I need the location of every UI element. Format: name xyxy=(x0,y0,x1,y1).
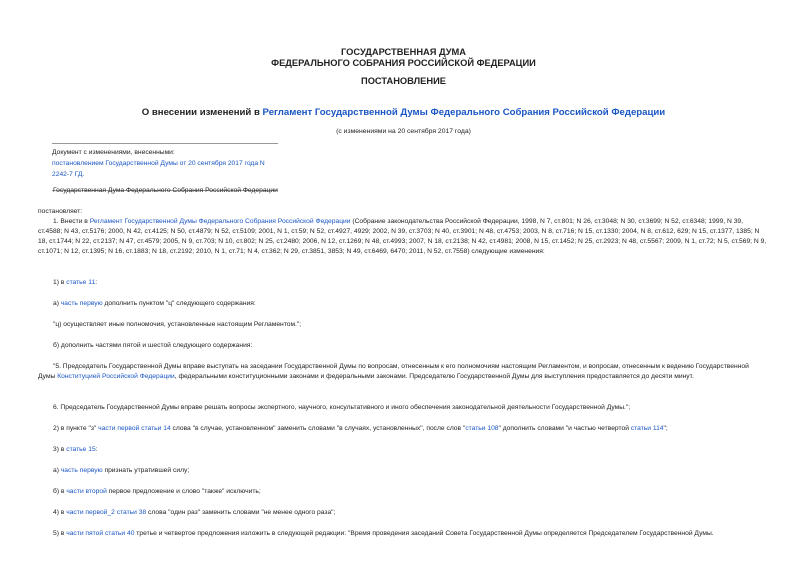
b3-prefix: б) в xyxy=(53,488,67,495)
s5-link[interactable]: части пятой статьи 40 xyxy=(66,530,135,537)
title-prefix: О внесении изменений в xyxy=(141,107,263,118)
s4-link[interactable]: части первой_2 статьи 38 xyxy=(66,509,147,516)
subparagraph-5 xyxy=(38,529,768,539)
b3-link[interactable]: части второй xyxy=(66,488,107,495)
s5-prefix: 5) в xyxy=(53,530,67,537)
s1-suffix: : xyxy=(95,279,98,286)
subparagraph-4 xyxy=(38,508,768,518)
s5-text: третье и четвертое предложения изложить в следующей редакции: "Время проведения заседаний Совета Государственной Думы определяется Председателем Государственной Думы. xyxy=(134,530,714,537)
s3-link[interactable]: статье 15 xyxy=(66,446,96,453)
s3-prefix: 3) в xyxy=(53,446,67,453)
s2-mid: слова "в случае, установленном" заменить словами "в случаях, установленных", после слов " xyxy=(170,425,466,432)
quote-1: "ц) осуществляет иные полномочия, установленные настоящим Регламентом."; xyxy=(53,321,302,328)
s4-prefix: 4) в xyxy=(53,509,67,516)
p1-text: (Собрание законодательства Российской Федерации, 1998, N 7, ст.801; N 26, ст.3048; N 30, ст.3699; N 52, ст.6348; 1999, N 39, ст.4588; N 43, ст.5176; 2000, N 42, ст.4125; N 50, ст.4879; N 52, ст.5109; 2001, N 1, ст.59; N 52, ст.4927, 4929; 2002, N 39, ст.3703; N 40, ст.3901; N 48, ст.4753; 2003, N 8, ст.716; N 15, ст.1330; 2004, N 8, ст.612, 629; N 15, ст.1377, 1385; N 18, ст.1744; N 22, ст.2137; N 47, ст.4579; 2005, N 9, ст.703; N 10, ст.802; N 25, ст.2480; 2006, N 12, ст.1269; N 48, ст.4993; 2007, N 18, ст.2138; N 42, ст.4981; 2008, N 15, ст.1452; N 25, ст.2923; N 48, ст.5567; 2009, N 1, ст.72; N 5, ст.569; N 9, ст.1071; N 12, ст.1395; N 16, ст.1883; N 18, ст.2192; 2010, N 1, ст.71; N 4, ст.362; N 29, ст.3851, 3853; N 49, ст.6469, 6470; 2011, N 52, ст.7558) следующие изменения: xyxy=(38,218,767,255)
s2-link-1[interactable]: части первой статьи 14 xyxy=(98,425,171,432)
subparagraph-2 xyxy=(38,424,768,434)
q2-text-b: , федеральными конституционными законами и федеральными законами. Председателю Государственной Думы для выступления предоставляется до десяти минут. xyxy=(174,373,694,380)
item-b3 xyxy=(38,487,768,497)
p1-prefix: 1. Внести в xyxy=(53,218,90,225)
subparagraph-3 xyxy=(38,445,768,455)
quote-2 xyxy=(38,362,768,382)
resolves-paragraph: постановляет: xyxy=(38,208,83,215)
s1-prefix: 1) в xyxy=(53,279,67,286)
note-label: Документ с изменениями, внесенными: xyxy=(52,149,175,156)
a1-link[interactable]: часть первую xyxy=(60,300,103,307)
header-line-1: ГОСУДАРСТВЕННАЯ ДУМА xyxy=(340,47,467,57)
header-line-2: ФЕДЕРАЛЬНОГО СОБРАНИЯ РОССИЙСКОЙ ФЕДЕРАЦИИ xyxy=(271,58,536,68)
s3-suffix: : xyxy=(95,446,98,453)
a3-prefix: а) xyxy=(53,467,61,474)
item-a3 xyxy=(38,466,768,476)
s2-link-3[interactable]: статьи 114 xyxy=(630,425,664,432)
quote-3: 6. Председатель Государственной Думы вправе решать вопросы экспертного, научного, консультативного и иного обеспечения законодательной деятельности Государственной Думы."; xyxy=(53,404,631,411)
s2-mid-2: " дополнить словами "и частью четвертой xyxy=(498,425,631,432)
amendment-note xyxy=(52,143,278,191)
s2-link-2[interactable]: статьи 108 xyxy=(465,425,499,432)
document-subtitle: (с изменениями на 20 сентября 2017 года) xyxy=(336,128,471,135)
p1-link[interactable]: Регламент Государственной Думы Федерального Собрания Российской Федерации xyxy=(89,218,351,225)
a3-link[interactable]: часть первую xyxy=(60,467,103,474)
q2-link[interactable]: Конституцией Российской Федерации xyxy=(57,373,175,380)
subparagraph-1 xyxy=(38,278,768,288)
q2-text-a: "5. Председатель Государственной Думы вправе выступать на заседании Государственной Думы по вопросам, отнесенным к его полномочиям настоящим Регламентом, и вопросам, отнесенным к ведению Государственной Думы xyxy=(38,363,749,380)
a1-prefix: а) xyxy=(53,300,61,307)
document-header xyxy=(0,47,807,69)
title-link[interactable]: Регламент Государственной Думы Федерального Собрания Российской Федерации xyxy=(262,107,666,118)
note-link[interactable]: постановлением Государственной Думы от 20 сентября 2017 года N 2242-7 ГД. xyxy=(52,160,265,178)
s4-text: слова "один раз" заменить словами "не менее одного раза"; xyxy=(146,509,336,516)
a1-text: дополнить пунктом "ц" следующего содержания: xyxy=(102,300,256,307)
item-b1: б) дополнить частями пятой и шестой следующего содержания: xyxy=(53,342,253,349)
paragraph-1 xyxy=(38,217,768,257)
a3-text: признать утратившей силу; xyxy=(102,467,190,474)
s2-prefix: 2) в пункте "з" xyxy=(53,425,99,432)
s1-link[interactable]: статье 11 xyxy=(66,279,96,286)
s2-end: "; xyxy=(663,425,668,432)
b3-text: первое предложение и слово "также" исключить; xyxy=(106,488,261,495)
document-title xyxy=(0,107,807,118)
issuer-paragraph: Государственная Дума Федерального Собрания Российской Федерации xyxy=(53,187,278,194)
document-type: ПОСТАНОВЛЕНИЕ xyxy=(361,76,446,86)
item-a1 xyxy=(38,299,768,309)
